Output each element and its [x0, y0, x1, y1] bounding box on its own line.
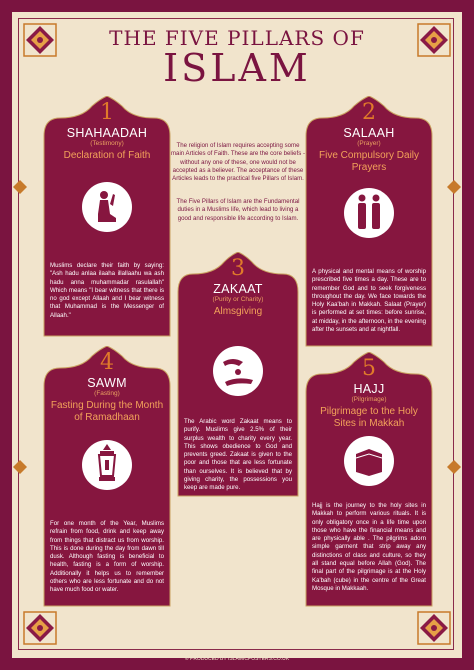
footer-credit: © PRODUCED BY ISLAMICPOSTERS.CO.UK [184, 656, 290, 662]
pillar-number: 2 [362, 100, 376, 125]
pillar-subtitle: (Pilgrimage) [351, 396, 387, 403]
pillar-name: SHAHAADAH [66, 126, 148, 140]
corner-ornament-bottom-left [22, 610, 58, 646]
pillar-name: SAWM [87, 376, 127, 390]
poster-title-main: ISLAM [163, 46, 311, 90]
poster-title: THE FIVE PILLARS OF [109, 26, 365, 50]
pillar-description: A physical and mental means of worship prescribed five times a day. These are to remember God and to seek forgiveness throughout the day. We face towards the Holy Kaa'bah in Makkah. Salaat (Prayer) is performed at set times: before sunrise, at midday, in the afternoon, in the evening after the sunsets and at nightfall. [312, 268, 426, 334]
pillar-title: Declaration of Faith [63, 150, 151, 161]
prayer-hands-icon [80, 180, 134, 234]
side-ornament-right [447, 460, 461, 474]
pillar-title: Fasting During the Month of Ramadhaan [50, 400, 164, 423]
giving-hands-icon [211, 344, 265, 398]
corner-ornament-bottom-right [416, 610, 452, 646]
pillar-panel-zakaat [176, 252, 300, 498]
kaaba-icon [342, 434, 396, 488]
pillar-panel-shahaadah [42, 96, 172, 338]
praying-figures-icon [342, 186, 396, 240]
pillar-title: Pilgrimage to the Holy Sites in Makkah [320, 406, 418, 429]
pillar-subtitle: (Purity or Charity) [212, 296, 264, 303]
side-ornament-left [13, 180, 27, 194]
pillar-description: For one month of the Year, Muslims refrain from food, drink and keep away from things that distract us from worship. This is done during the day from dawn till dusk. Although fasting is beneficial to health, fasting is a form of worship. Additionally it helps us to remember others who are less fortunate and do not have much food or water. [50, 520, 164, 594]
pillar-description: Muslims declare their faith by saying: "Ash hadu anlaa ilaaha illallaahu wa ash hadu anna muhammadar rasulallah" Which means "I bear witness that there is no god except Allaah and I bear witness that Muhammad is the Messenger of Allaah." [50, 262, 164, 319]
pillar-subtitle: (Testimony) [90, 140, 124, 147]
pillar-name: ZAKAAT [213, 282, 263, 296]
pillar-subtitle: (Prayer) [357, 140, 381, 147]
pillar-panel-hajj [304, 352, 434, 608]
pillar-title: Five Compulsory Daily Prayers [318, 150, 420, 173]
pillar-panel-sawm [42, 346, 172, 608]
side-ornament-left [13, 460, 27, 474]
pillar-description: Hajj is the journey to the holy sites in Makkah to perform various rituals. It is only obligatory once in a life time upon those who have the financial means and are physically able . The pilgrims adorn simple garment that strip away any distinctions of class and culture, so they all stand equal before Allah (God). The final part of the pilgrimage is at the Holy Ka'bah (cube) in the centre of the Great Mosque in Makkaah. [312, 502, 426, 592]
intro-paragraph-2: The Five Pillars of Islam are the Fundamental duties in a Muslims life, which lead to living a good and responsible life according to Islam. [176, 198, 300, 222]
intro-paragraph-1: The religion of Islam requires accepting some main Articles of Faith. These are the core beliefs - without any one of these, one would not be accepted as a believer. The acceptance of these Articles leads to the practical five Pillars of Islam. [170, 142, 305, 183]
pillar-name: HAJJ [353, 382, 385, 396]
pillar-number: 5 [362, 356, 376, 381]
pillar-subtitle: (Fasting) [94, 390, 120, 397]
pillar-number: 4 [100, 350, 114, 375]
pillar-title: Almsgiving [213, 306, 263, 317]
lantern-icon [80, 438, 134, 492]
pillar-panel-salaah [304, 96, 434, 348]
pillar-number: 3 [231, 256, 245, 281]
pillar-description: The Arabic word Zakaat means to purify. Muslims give 2.5% of their surplus wealth to charity every year. This shows obedience to God and prevents greed. Zakaat is given to the poor and those that are less fortunate than ourselves. It is believed that by giving charity, the possessions you keep are made pure. [184, 418, 292, 492]
pillar-name: SALAAH [343, 126, 395, 140]
pillar-number: 1 [100, 100, 114, 125]
side-ornament-right [447, 180, 461, 194]
